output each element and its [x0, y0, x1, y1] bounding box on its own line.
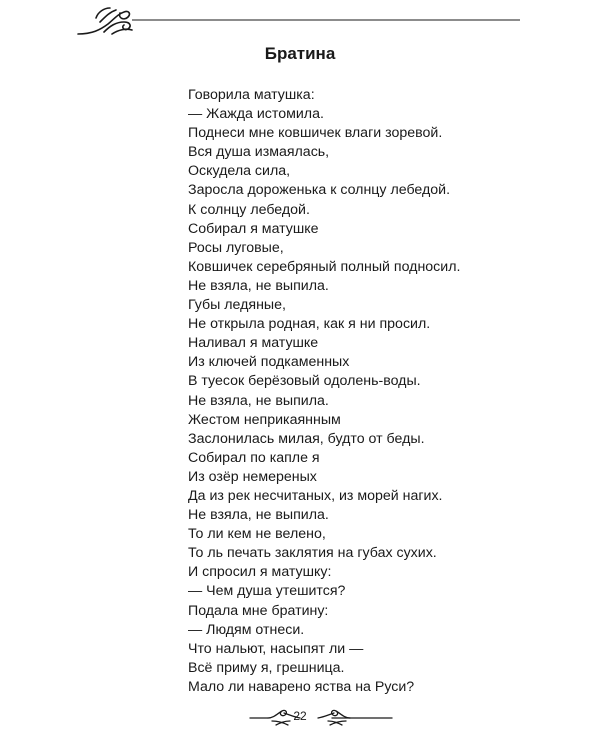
poem-line: Не взяла, не выпила. — [188, 392, 329, 409]
poem-line: — Жажда истомила. — [188, 106, 324, 123]
poem-line: Наливал я матушке — [188, 335, 319, 352]
poem-line: Ковшичек серебряный полный подносил. — [188, 258, 461, 275]
poem-line: И спросил я матушку: — [188, 564, 332, 581]
poem-line: — Людям отнеси. — [188, 621, 305, 638]
poem-line: Не взяла, не выпила. — [188, 507, 329, 524]
poem-line: Собирал по капле я — [188, 449, 320, 466]
poem-line: Не взяла, не выпила. — [188, 277, 329, 294]
page-number: 22 — [293, 709, 307, 723]
poem-line: Говорила матушка: — [188, 87, 315, 103]
poem-line: Жестом неприкаянным — [188, 411, 341, 428]
poem-line: То ль печать заклятия на губах сухих. — [188, 545, 437, 562]
poem-line: Что нальют, насыпят ли — — [188, 640, 364, 657]
page-title: Братина — [264, 44, 336, 63]
poem-line: Да из рек несчитаных, из морей нагих. — [188, 487, 443, 504]
poem-line: В туесок берёзовый одолень-воды. — [188, 373, 421, 390]
header-ornament-rule — [0, 0, 600, 40]
poem-line: Мало ли наварено яства на Руси? — [188, 678, 415, 695]
poem-line: Росы луговые, — [188, 239, 284, 256]
poem-line: Не открыла родная, как я ни просил. — [188, 316, 431, 333]
flourish-ornament-icon — [78, 8, 132, 34]
poem-line: Губы ледяные, — [188, 297, 286, 314]
poem-line: То ли кем не велено, — [188, 526, 326, 543]
poem-line: Вся душа измаялась, — [188, 144, 330, 161]
poem-line: Заслонилась милая, будто от беды. — [188, 430, 425, 447]
poem-line: Оскудела сила, — [188, 163, 291, 180]
poem-line: — Чем душа утешится? — [188, 583, 346, 600]
poem-line: Заросла дороженька к солнцу лебедой. — [188, 182, 451, 199]
poem-line: Из ключей подкаменных — [188, 354, 350, 371]
poem-line: К солнцу лебедой. — [188, 201, 310, 218]
poem-line: Поднеси мне ковшичек влаги зоревой. — [188, 125, 443, 142]
poem-line: Всё приму я, грешница. — [188, 659, 345, 676]
poem-line: Подала мне братину: — [188, 602, 329, 619]
poem-line: Из озёр немереных — [188, 468, 317, 485]
poem-line: Собирал я матушке — [188, 220, 319, 237]
poem-body — [188, 86, 460, 697]
